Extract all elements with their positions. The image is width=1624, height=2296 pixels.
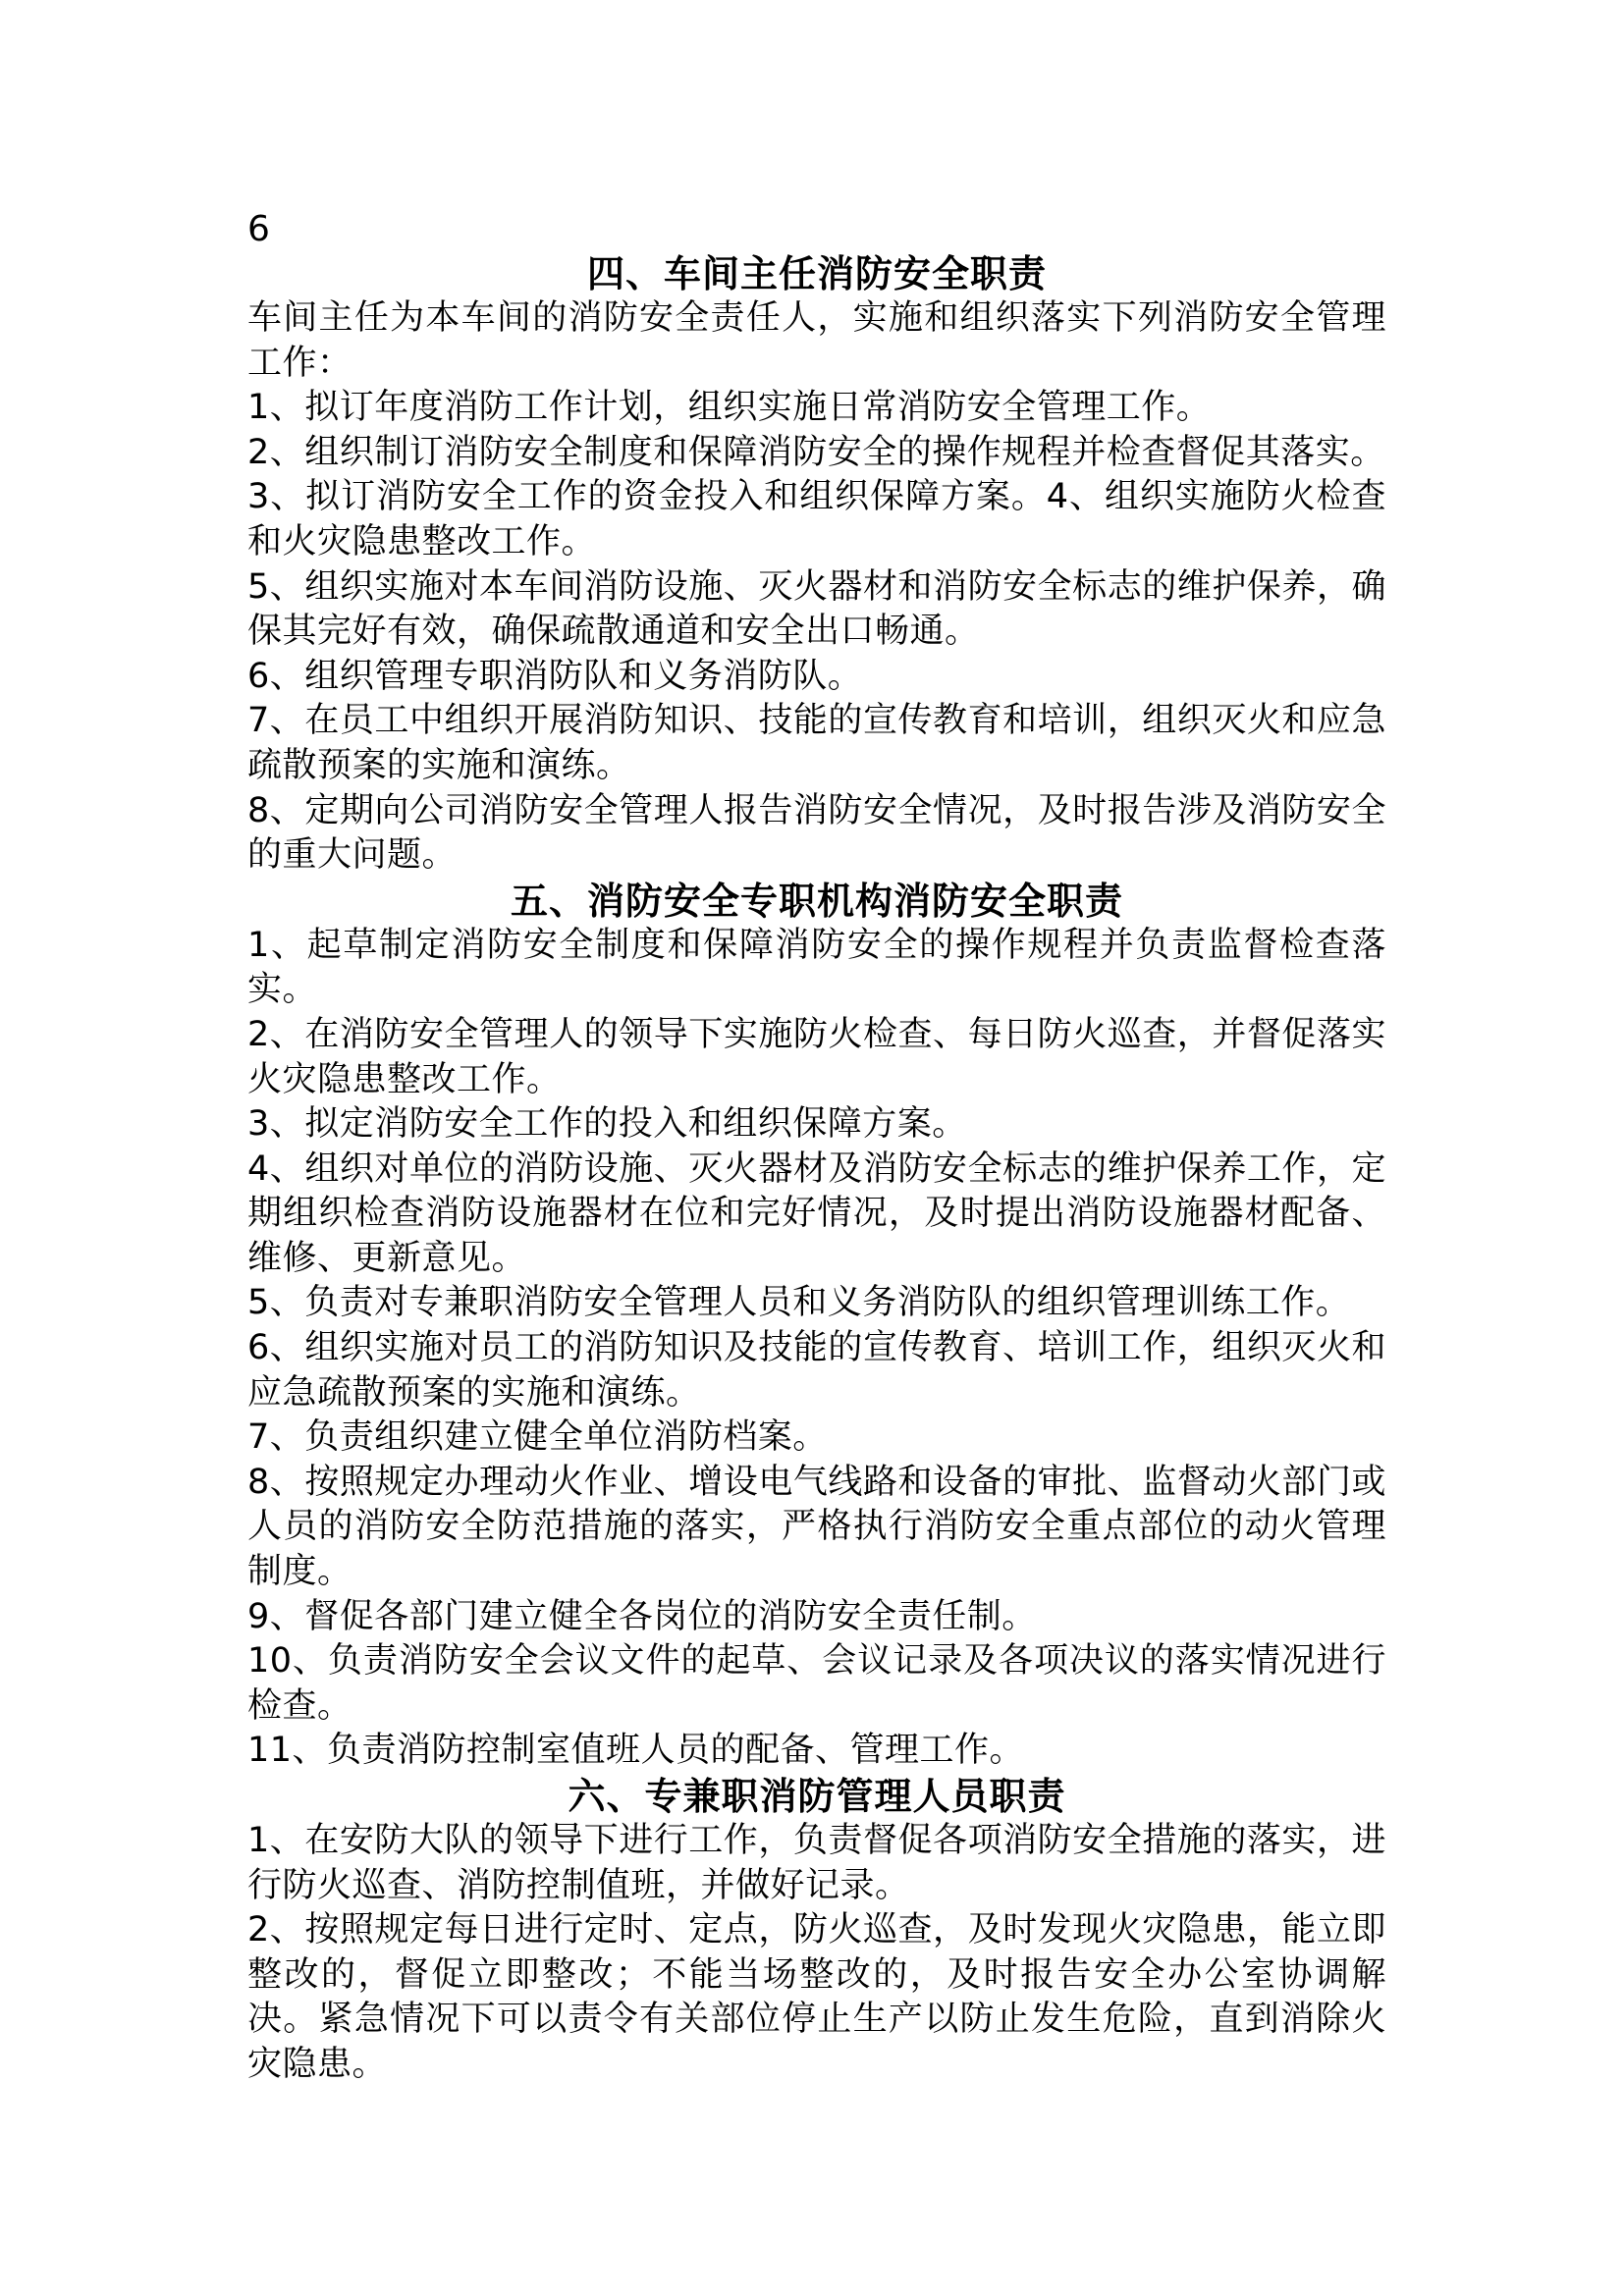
paragraph: 2、按照规定每日进行定时、定点，防火巡查，及时发现火灾隐患，能立即整改的，督促立即整改；不能当场整改的，及时报告安全办公室协调解决。紧急情况下可以责令有关部位停止生产以防止发生危险，直到消除火灾隐患。 bbox=[247, 1910, 1386, 2084]
section-4 bbox=[247, 251, 1386, 879]
paragraph: 8、定期向公司消防安全管理人报告消防安全情况，及时报告涉及消防安全的重大问题。 bbox=[247, 790, 1386, 876]
paragraph: 3、拟订消防安全工作的资金投入和组织保障方案。4、组织实施防火检查和火灾隐患整改工作。 bbox=[247, 477, 1386, 561]
paragraph: 3、拟定消防安全工作的投入和组织保障方案。 bbox=[247, 1104, 967, 1145]
page-number: 6 bbox=[247, 209, 270, 249]
paragraph: 6、组织实施对员工的消防知识及技能的宣传教育、培训工作，组织灭火和应急疏散预案的实施和演练。 bbox=[247, 1328, 1386, 1413]
paragraph: 1、在安防大队的领导下进行工作，负责督促各项消防安全措施的落实，进行防火巡查、消防控制值班，并做好记录。 bbox=[247, 1821, 1386, 1905]
paragraph: 9、督促各部门建立健全各岗位的消防安全责任制。 bbox=[247, 1596, 1037, 1636]
paragraph: 11、负责消防控制室值班人员的配备、管理工作。 bbox=[247, 1731, 1025, 1771]
section-title: 五、消防安全专职机构消防安全职责 bbox=[510, 879, 1123, 923]
section-title: 四、车间主任消防安全职责 bbox=[586, 252, 1047, 295]
paragraph: 5、负责对专兼职消防安全管理人员和义务消防队的组织管理训练工作。 bbox=[247, 1283, 1351, 1323]
section-5 bbox=[247, 879, 1386, 1774]
paragraph: 1、拟订年度消防工作计划，组织实施日常消防安全管理工作。 bbox=[247, 388, 1212, 428]
section-6 bbox=[247, 1774, 1386, 2088]
paragraph: 4、组织对单位的消防设施、灭火器材及消防安全标志的维护保养工作，定期组织检查消防设施器材在位和完好情况，及时提出消防设施器材配备、维修、更新意见。 bbox=[247, 1148, 1386, 1278]
paragraph: 5、组织实施对本车间消防设施、灭火器材和消防安全标志的维护保养，确保其完好有效，确保疏散通道和安全出口畅通。 bbox=[247, 566, 1386, 652]
paragraph: 10、负责消防安全会议文件的起草、会议记录及各项决议的落实情况进行检查。 bbox=[247, 1641, 1386, 1726]
paragraph: 6、组织管理专职消防队和义务消防队。 bbox=[247, 656, 863, 696]
paragraph: 2、组织制订消防安全制度和保障消防安全的操作规程并检查督促其落实。 bbox=[247, 432, 1385, 472]
paragraph: 8、按照规定办理动火作业、增设电气线路和设备的审批、监督动火部门或人员的消防安全防范措施的落实，严格执行消防安全重点部位的动火管理制度。 bbox=[247, 1462, 1386, 1592]
document-page bbox=[247, 208, 1386, 2088]
paragraph: 车间主任为本车间的消防安全责任人，实施和组织落实下列消防安全管理工作： bbox=[247, 298, 1386, 383]
paragraph: 1、起草制定消防安全制度和保障消防安全的操作规程并负责监督检查落实。 bbox=[247, 925, 1386, 1010]
paragraph: 2、在消防安全管理人的领导下实施防火检查、每日防火巡查，并督促落实火灾隐患整改工作。 bbox=[247, 1014, 1386, 1099]
paragraph: 7、在员工中组织开展消防知识、技能的宣传教育和培训，组织灭火和应急疏散预案的实施和演练。 bbox=[247, 701, 1386, 785]
section-title: 六、专兼职消防管理人员职责 bbox=[568, 1775, 1066, 1818]
paragraph: 7、负责组织建立健全单位消防档案。 bbox=[247, 1417, 828, 1458]
